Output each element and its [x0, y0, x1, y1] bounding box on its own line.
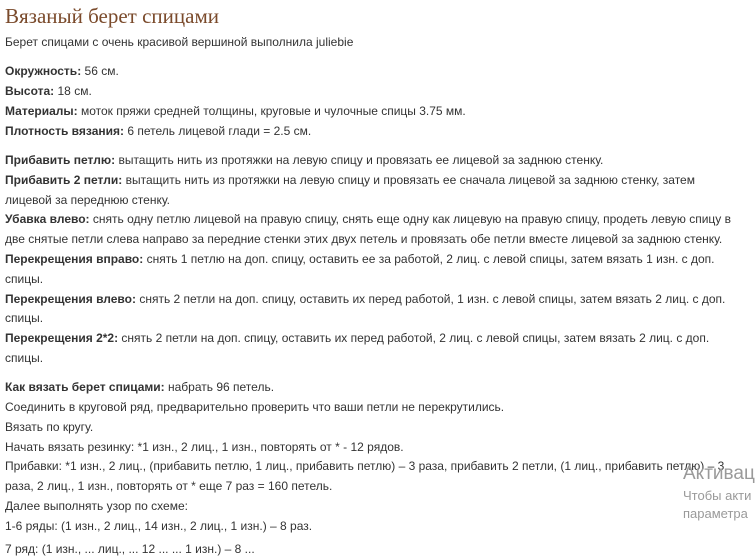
watermark-line: параметра	[683, 506, 748, 521]
abbr-label: Перекрещения влево:	[5, 291, 136, 306]
instruction-line-cut: 7 ряд: (1 изн., ... лиц., ... 12 ... ... 1 изн.) – 8 ...	[5, 541, 255, 556]
spec-label: Материалы:	[5, 103, 78, 118]
abbr-label: Прибавить 2 петли:	[5, 172, 123, 187]
instructions-heading	[5, 378, 727, 398]
spec-circumference	[5, 62, 756, 82]
abbr-decrease-left	[5, 210, 743, 250]
instruction-line: Начать вязать резинку: *1 изн., 2 лиц., 1 изн., повторять от * - 12 рядов.	[5, 439, 404, 454]
abbr-label: Прибавить петлю:	[5, 152, 116, 167]
intro-text: Берет спицами с очень красивой вершиной выполнила juliebie	[5, 35, 354, 49]
abbr-text: вытащить нить из протяжки на левую спицу и провязать ее лицевой за заднюю стенку.	[115, 152, 604, 167]
abbr-label: Перекрещения 2*2:	[5, 331, 119, 346]
abbr-label: Перекрещения вправо:	[5, 251, 144, 266]
abbreviations-block	[5, 151, 756, 369]
abbr-cross-left	[5, 290, 727, 330]
watermark-line: Чтобы акти	[683, 488, 752, 503]
abbr-text: снять одну петлю лицевой на правую спицу, снять еще одну как лицевую на правую спицу, продеть левую спицу в две снятые петли слева направо за передние стенки этих двух петель и провязать обе петли вместе лицевой за заднюю стенку.	[5, 212, 731, 247]
instruction-line: Соединить в круговой ряд, предварительно проверить что ваши петли не перекрутились.	[5, 400, 505, 415]
spec-label: Высота:	[5, 84, 55, 99]
abbr-text: снять 1 петлю на доп. спицу, оставить ее за работой, 2 лиц. с левой спицы, затем вязать 1 изн. с доп. спицы.	[5, 251, 715, 286]
abbr-increase-two	[5, 171, 727, 211]
spec-height	[5, 82, 756, 102]
instruction-line: Вязать по кругу.	[5, 419, 94, 434]
spacer	[5, 369, 756, 379]
abbr-increase-one	[5, 151, 756, 171]
spec-value: 18 см.	[54, 84, 92, 99]
spec-label: Окружность:	[5, 64, 82, 79]
spacer	[5, 53, 756, 63]
abbr-cross-right	[5, 250, 727, 290]
spec-value: 56 см.	[81, 64, 119, 79]
spec-label: Плотность вязания:	[5, 123, 125, 138]
spec-value: моток пряжи средней толщины, круговые и чулочные спицы 3.75 мм.	[77, 103, 466, 118]
spec-materials	[5, 102, 756, 122]
instruction-line: 1-6 ряды: (1 изн., 2 лиц., 14 изн., 2 лиц., 1 изн.) – 8 раз.	[5, 518, 313, 533]
abbr-label: Убавка влево:	[5, 212, 90, 227]
page-title: Вязаный берет спицами	[5, 4, 219, 28]
instructions-value: набрать 96 петель.	[164, 380, 275, 395]
spec-gauge	[5, 122, 756, 142]
spacer	[5, 141, 756, 151]
abbr-text: снять 2 петли на доп. спицу, оставить их перед работой, 1 изн. с левой спицы, затем вязать 2 лиц. с доп. спицы.	[5, 291, 726, 326]
instructions-block	[5, 378, 727, 556]
spec-value: 6 петель лицевой глади = 2.5 см.	[124, 123, 312, 138]
watermark-title: Активац	[683, 463, 755, 484]
article	[5, 0, 756, 556]
windows-activation-watermark	[683, 461, 755, 523]
abbr-text: снять 2 петли на доп. спицу, оставить их перед работой, 2 лиц. с левой спицы, затем вязать 2 лиц. с доп. спицы.	[5, 331, 710, 365]
abbr-text: вытащить нить из протяжки на левую спицу и провязать ее сначала лицевой за заднюю стенку, затем лицевой за переднюю стенку.	[5, 172, 695, 207]
specs-block	[5, 62, 756, 141]
instruction-line: Прибавки: *1 изн., 2 лиц., (прибавить петлю, 1 лиц., прибавить петлю) – 3 раза, прибавить 2 петли, (1 лиц., прибавить петлю) – 3 раза, 2 лиц., 1 изн., повторять от * еще 7 раз = 160 петель.	[5, 459, 725, 494]
instructions-label: Как вязать берет спицами:	[5, 380, 165, 395]
instruction-line: Далее выполнять узор по схеме:	[5, 499, 188, 514]
abbr-cross-2x2	[5, 329, 743, 369]
